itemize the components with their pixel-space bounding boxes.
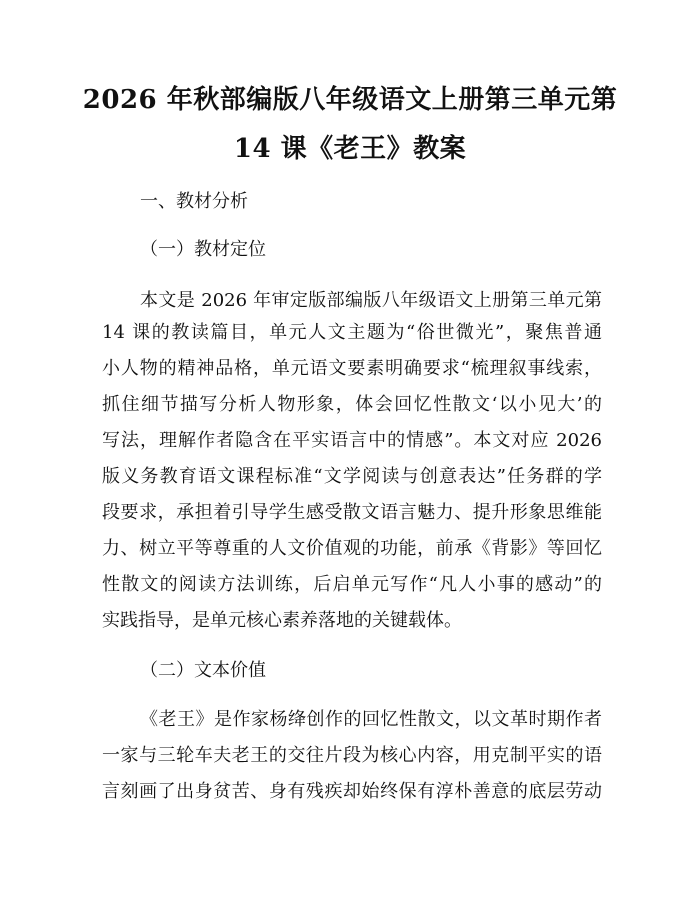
paragraph-line: 一家与三轮车夫老王的交往片段为核心内容，用克制平实的语 (102, 745, 602, 766)
paragraph-line: 段要求，承担着引导学生感受散文语言魅力、提升形象思维能 (102, 502, 602, 523)
paragraph-line: 《老王》是作家杨绛创作的回忆性散文，以文革时期作者 (140, 709, 602, 730)
document-title-line-1: 2026 年秋部编版八年级语文上册第三单元第 (82, 85, 618, 115)
paragraph-line: 版义务教育语文课程标准“文学阅读与创意表达”任务群的学 (102, 466, 602, 487)
paragraph-line: 抓住细节描写分析人物形象，体会回忆性散文‘以小见大’的 (102, 394, 602, 415)
paragraph-line: 本文是 2026 年审定版部编版八年级语文上册第三单元第 (140, 290, 602, 311)
paragraph-line: 实践指导，是单元核心素养落地的关键载体。 (102, 610, 462, 631)
document-title-line-2: 14 课《老王》教案 (233, 134, 467, 164)
subsection-heading-text-value: （二）文本价值 (140, 660, 266, 681)
paragraph-line: 性散文的阅读方法训练，后启单元写作“凡人小事的感动”的 (102, 574, 602, 595)
subsection-heading-material-positioning: （一）教材定位 (140, 239, 266, 260)
paragraph-line: 小人物的精神品格，单元语文要素明确要求“梳理叙事线索， (102, 358, 602, 379)
section-heading-teaching-material-analysis: 一、教材分析 (140, 191, 248, 212)
paragraph-line: 写法，理解作者隐含在平实语言中的情感”。本文对应 2026 (102, 430, 602, 451)
paragraph-line: 力、树立平等尊重的人文价值观的功能，前承《背影》等回忆 (102, 538, 602, 559)
paragraph-line: 言刻画了出身贫苦、身有残疾却始终保有淳朴善意的底层劳动 (102, 781, 602, 802)
paragraph-line: 14 课的教读篇目，单元人文主题为“俗世微光”，聚焦普通 (102, 322, 602, 343)
